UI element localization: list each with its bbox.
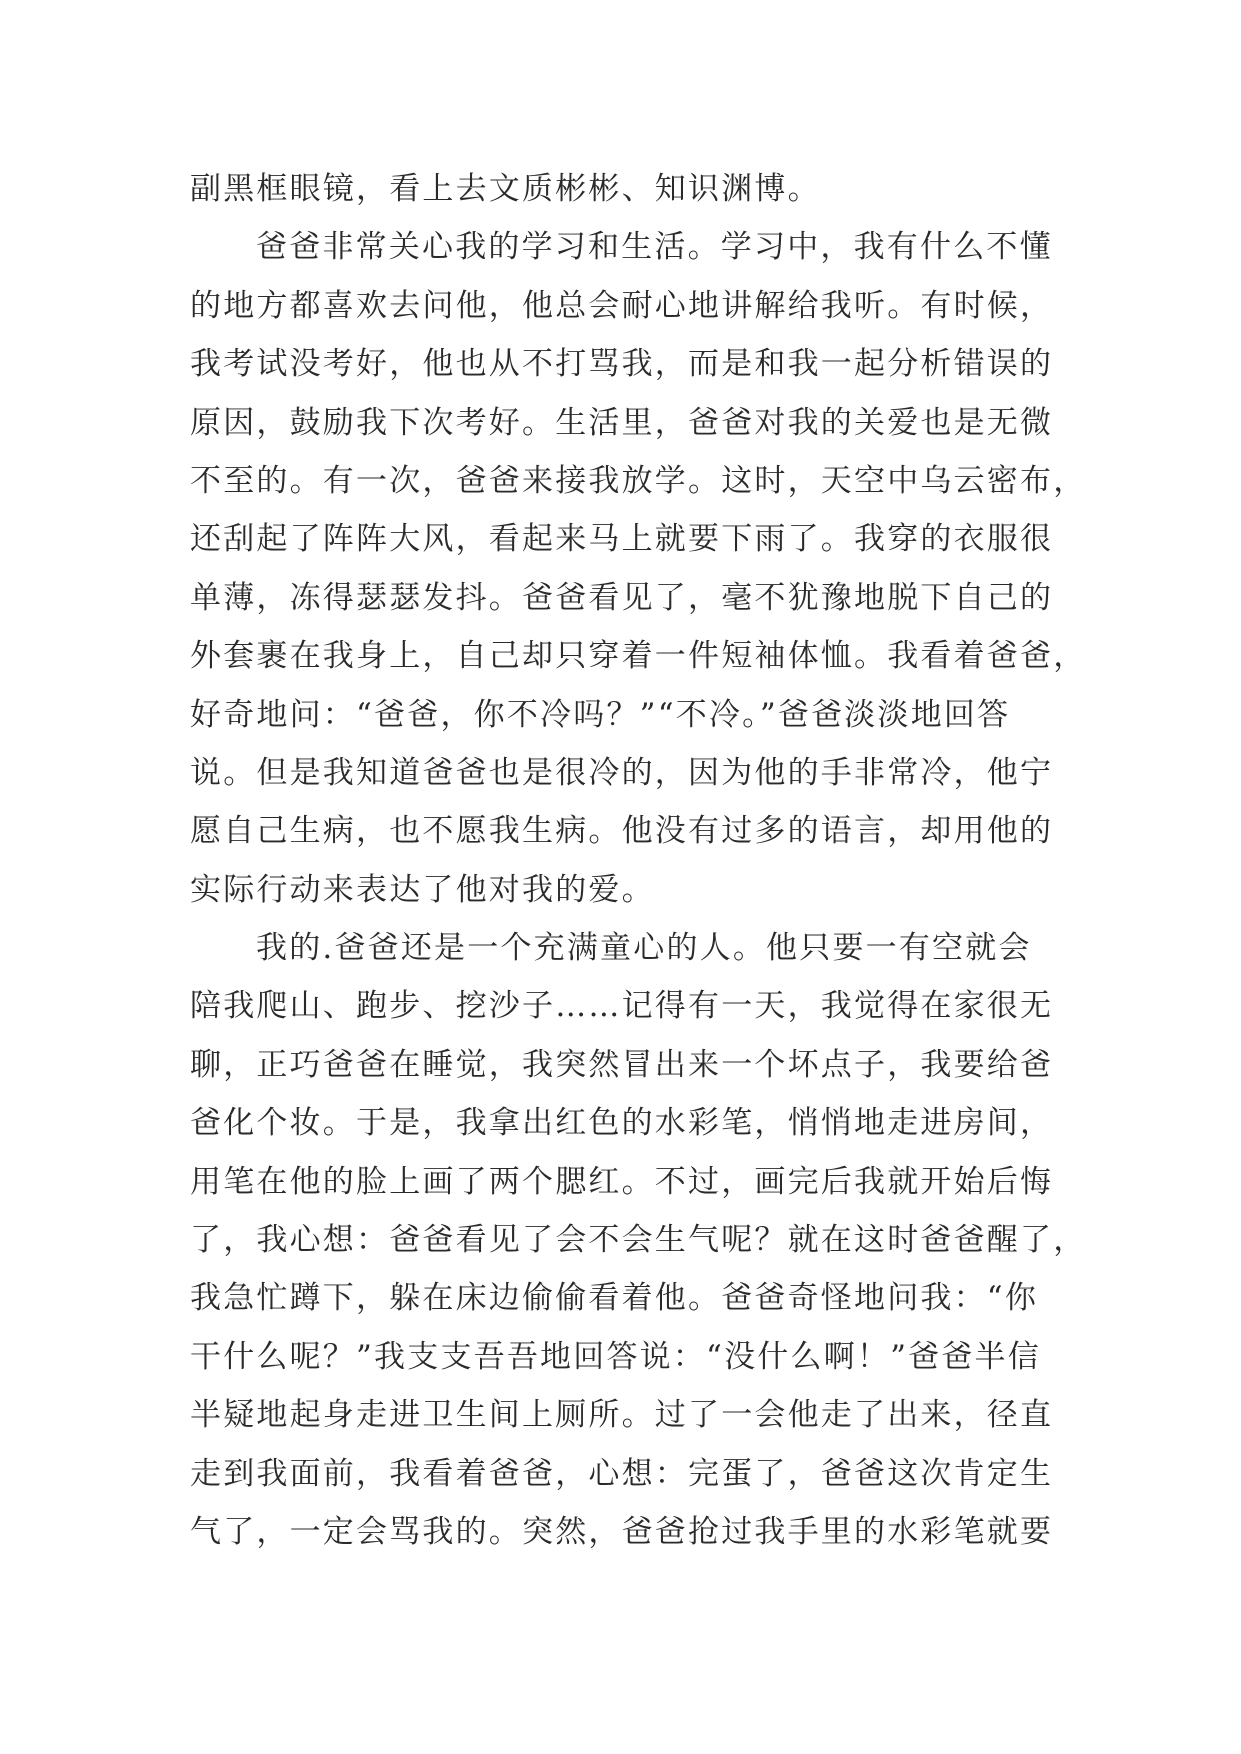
text-line: 我急忙蹲下，躲在床边偷偷看着他。爸爸奇怪地问我：“你: [190, 1280, 1039, 1317]
text-line: 还刮起了阵阵大风，看起来马上就要下雨了。我穿的衣服很: [190, 521, 1054, 558]
paragraph-start-line: 我的.爸爸还是一个充满童心的人。他只要一有空就会: [256, 930, 1032, 967]
text-line: 我考试没考好，他也从不打骂我，而是和我一起分析错误的: [190, 346, 1054, 383]
text-line: 走到我面前，我看着爸爸，心想：完蛋了，爸爸这次肯定生: [190, 1455, 1054, 1492]
text-line: 不至的。有一次，爸爸来接我放学。这时，天空中乌云密布，: [190, 462, 1087, 499]
text-line: 单薄，冻得瑟瑟发抖。爸爸看见了，毫不犹豫地脱下自己的: [190, 579, 1054, 616]
body-text: [190, 160, 1087, 1561]
text-line: 聊，正巧爸爸在睡觉，我突然冒出来一个坏点子，我要给爸: [190, 1046, 1054, 1083]
paragraph-start-line: 爸爸非常关心我的学习和生活。学习中，我有什么不懂: [256, 229, 1053, 266]
text-line: 陪我爬山、跑步、挖沙子……记得有一天，我觉得在家很无: [190, 988, 1054, 1025]
text-line: 了，我心想：爸爸看见了会不会生气呢？就在这时爸爸醒了，: [190, 1222, 1087, 1259]
text-line: 副黑框眼镜，看上去文质彬彬、知识渊博。: [190, 171, 821, 207]
text-line: 实际行动来表达了他对我的爱。: [190, 871, 655, 908]
text-line: 原因，鼓励我下次考好。生活里，爸爸对我的关爱也是无微: [190, 404, 1054, 441]
text-line: 爸化个妆。于是，我拿出红色的水彩笔，悄悄地走进房间，: [190, 1105, 1054, 1142]
text-line: 干什么呢？”我支支吾吾地回答说：“没什么啊！”爸爸半信: [190, 1338, 1041, 1375]
text-line: 半疑地起身走进卫生间上厕所。过了一会他走了出来，径直: [190, 1397, 1054, 1434]
text-line: 说。但是我知道爸爸也是很冷的，因为他的手非常冷，他宁: [190, 754, 1054, 791]
text-line: 愿自己生病，也不愿我生病。他没有过多的语言，却用他的: [190, 813, 1054, 850]
text-line: 的地方都喜欢去问他，他总会耐心地讲解给我听。有时候，: [190, 287, 1054, 324]
text-line: 气了，一定会骂我的。突然，爸爸抢过我手里的水彩笔就要: [190, 1513, 1054, 1550]
text-line: 好奇地问：“爸爸，你不冷吗？”“不冷。”爸爸淡淡地回答: [190, 696, 1011, 733]
text-line: 用笔在他的脸上画了两个腮红。不过，画完后我就开始后悔: [190, 1163, 1054, 1200]
text-line: 外套裹在我身上，自己却只穿着一件短袖体恤。我看着爸爸，: [190, 638, 1087, 675]
